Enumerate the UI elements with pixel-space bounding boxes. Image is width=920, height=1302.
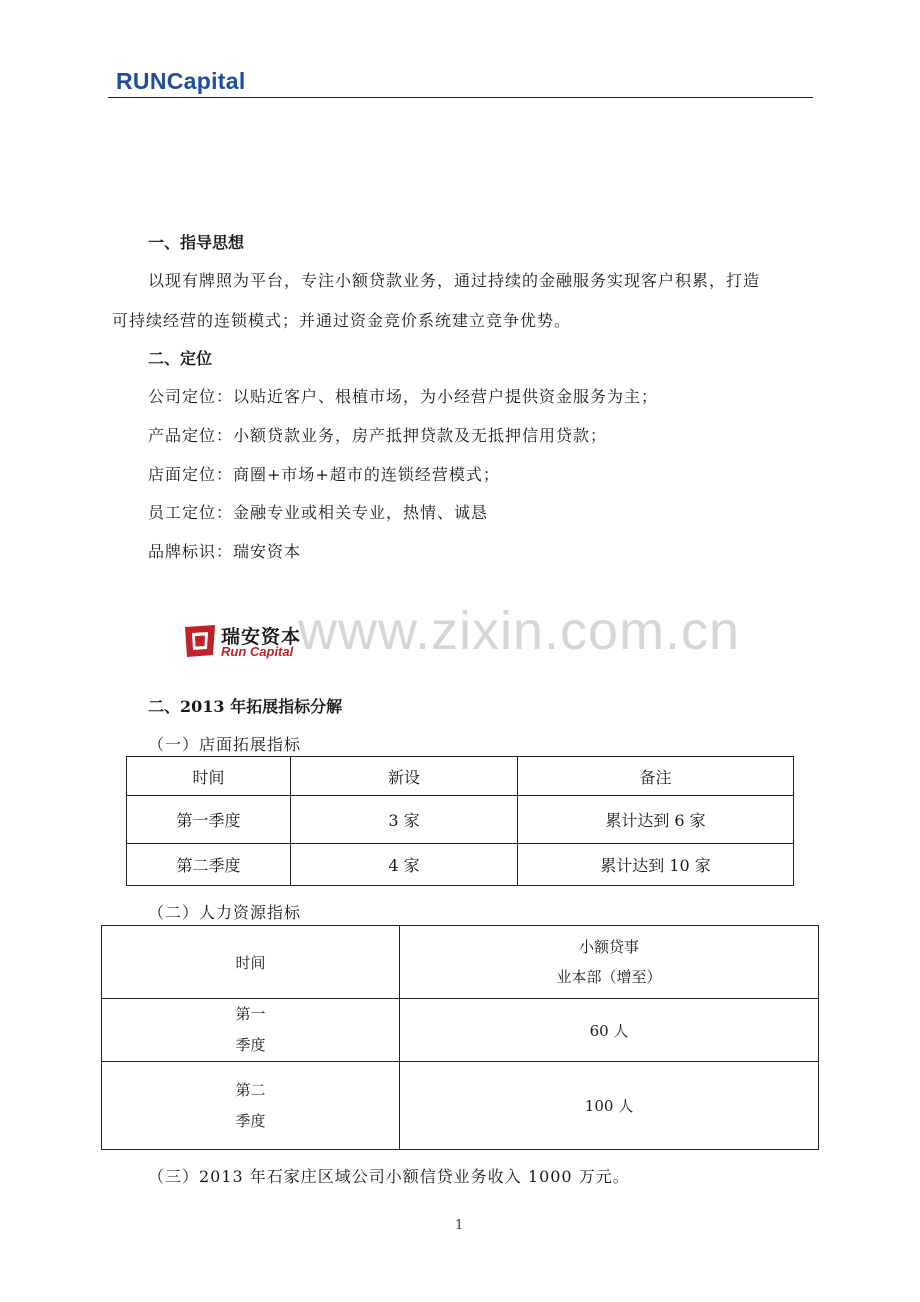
table-cell: 3 家 [291, 796, 518, 844]
time-line: 季度 [235, 1036, 266, 1054]
subheading-hr: （二）人力资源指标 [148, 903, 302, 922]
paragraph-line: 可持续经营的连锁模式；并通过资金竞价系统建立竞争优势。 [112, 311, 572, 330]
positioning-line: 产品定位：小额贷款业务，房产抵押贷款及无抵押信用贷款； [148, 426, 608, 445]
logo-chinese-name: 瑞安资本 [221, 626, 302, 648]
time-line: 季度 [235, 1111, 266, 1130]
section-heading-targets: 二、2013 年拓展指标分解 [148, 697, 343, 716]
page-number: 1 [455, 1218, 464, 1233]
positioning-line: 公司定位：以贴近客户、根植市场，为小经营户提供资金服务为主； [148, 387, 659, 406]
header-line: 小额贷事 [578, 938, 639, 956]
square-frame-icon [183, 624, 217, 658]
section-heading-positioning: 二、定位 [148, 349, 213, 368]
table-cell: 第二季度 [127, 844, 291, 886]
table-cell: 累计达到 10 家 [518, 844, 794, 886]
positioning-line: 店面定位：商圈+市场+超市的连锁经营模式； [148, 465, 500, 484]
table-row [102, 1062, 819, 1150]
table-cell: 100 人 [400, 1062, 819, 1150]
subheading-store: （一）店面拓展指标 [148, 735, 302, 754]
table-header-cell: 时间 [102, 926, 400, 999]
section-heading-guiding: 一、指导思想 [148, 233, 245, 252]
positioning-line: 员工定位：金融专业或相关专业，热情、诚恳 [148, 503, 489, 522]
table-header-cell: 备注 [518, 757, 794, 796]
brand-logo [183, 622, 318, 662]
revenue-target-line: （三）2013 年石家庄区域公司小额信贷业务收入 1000 万元。 [148, 1167, 630, 1186]
table-cell [102, 1062, 400, 1150]
watermark: www.zixin.com.cn [298, 601, 741, 661]
table-row [102, 999, 819, 1062]
table-row [127, 844, 794, 886]
positioning-line: 品牌标识：瑞安资本 [148, 542, 302, 561]
table-header-cell: 时间 [127, 757, 291, 796]
table-cell: 第一季度 [127, 796, 291, 844]
header-rule [108, 97, 813, 98]
store-expansion-table [126, 756, 794, 886]
table-header-row [102, 926, 819, 999]
table-cell: 累计达到 6 家 [518, 796, 794, 844]
time-line: 第二 [235, 1080, 266, 1099]
table-cell: 60 人 [400, 999, 819, 1062]
hr-target-table [101, 925, 819, 1150]
paragraph-line: 以现有牌照为平台，专注小额贷款业务，通过持续的金融服务实现客户积累，打造 [148, 271, 761, 290]
table-cell [102, 999, 400, 1062]
header-brand: RUNCapital [116, 68, 246, 94]
table-header-cell [400, 926, 819, 999]
time-line: 第一 [235, 1005, 266, 1023]
logo-english-name: Run Capital [221, 644, 294, 659]
table-header-cell: 新设 [291, 757, 518, 796]
table-cell: 4 家 [291, 844, 518, 886]
header-line: 业本部（增至） [556, 968, 662, 986]
table-header-row [127, 757, 794, 796]
table-row [127, 796, 794, 844]
